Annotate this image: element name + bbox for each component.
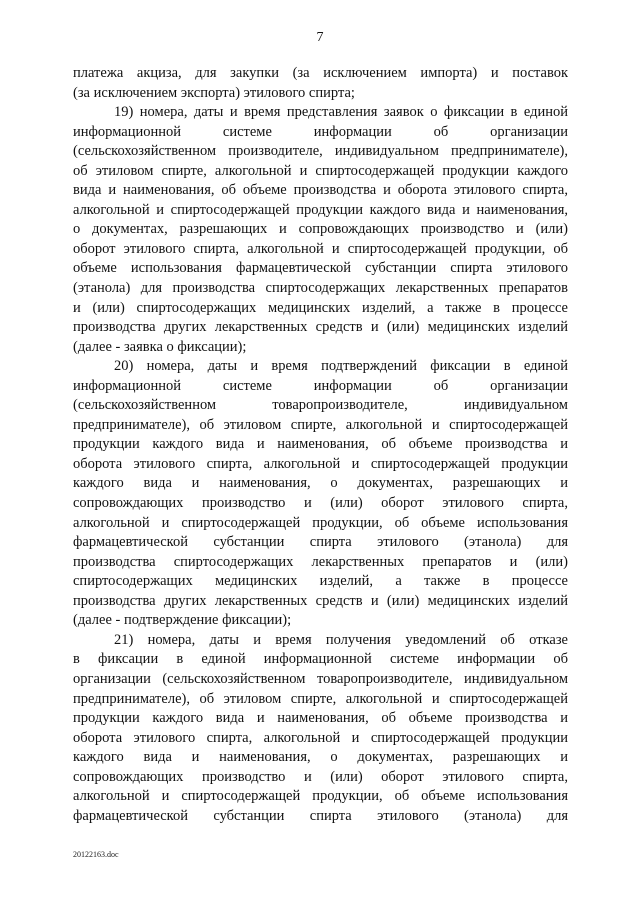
text-line: предпринимателе), об этиловом спирте, алкогольной и спиртосодержащей (73, 690, 568, 707)
text-line: производства спиртосодержащих лекарственных препаратов и (или) (73, 553, 568, 570)
text-line: продукции каждого вида и наименования, об объеме производства и (73, 436, 568, 453)
text-line: производства других лекарственных средств и (или) медицинских изделий (73, 592, 568, 609)
text-line: фармацевтической субстанции спирта этилового (этанола) для (73, 534, 568, 551)
paragraph-item-21 (73, 631, 568, 826)
text-line: информационной системе информации об организации (73, 123, 568, 140)
text-line: каждого вида и наименования, о документах, разрешающих и (73, 475, 568, 492)
text-line: о документах, разрешающих и сопровождающих производство и (или) (73, 221, 568, 238)
text-line: 21) номера, даты и время получения уведомлений об отказе (114, 631, 568, 648)
text-line: (сельскохозяйственном товаропроизводителе, индивидуальном (73, 397, 568, 414)
text-line: сопровождающих производство и (или) оборот этилового спирта, (73, 768, 568, 785)
text-line: алкогольной и спиртосодержащей продукции каждого вида и наименования, (73, 201, 568, 218)
text-line: оборота этилового спирта, алкогольной и спиртосодержащей продукции (73, 455, 568, 472)
text-line: сопровождающих производство и (или) оборот этилового спирта, (73, 495, 568, 512)
text-line: платежа акциза, для закупки (за исключением импорта) и поставок (73, 65, 568, 81)
text-line: объеме использования фармацевтической субстанции спирта этилового (73, 260, 568, 277)
page-number: 7 (316, 30, 324, 45)
text-line: каждого вида и наименования, о документах, разрешающих и (73, 749, 568, 766)
paragraph-item-19 (73, 103, 568, 357)
text-line: и (или) спиртосодержащих медицинских изделий, а также в процессе (73, 299, 568, 316)
text-line: информационной системе информации об организации (73, 377, 568, 394)
text-line: организации (сельскохозяйственном товаропроизводителе, индивидуальном (73, 670, 568, 687)
text-line: (этанола) для производства спиртосодержащих лекарственных препаратов (73, 280, 568, 297)
text-line: оборота этилового спирта, алкогольной и спиртосодержащей продукции (73, 729, 568, 746)
paragraph-item-20 (73, 357, 568, 631)
footer-document-code: 20122163.doc (73, 850, 119, 859)
text-line: предпринимателе), об этиловом спирте, алкогольной и спиртосодержащей (73, 416, 568, 433)
text-line: (далее - подтверждение фиксации); (73, 612, 292, 629)
text-line: (сельскохозяйственном производителе, индивидуальном предпринимателе), (73, 143, 568, 160)
text-line: алкогольной и спиртосодержащей продукции, об объеме использования (73, 514, 568, 531)
text-line: в фиксации в единой информационной системе информации об (73, 651, 568, 668)
text-line: (далее - заявка о фиксации); (73, 338, 247, 355)
text-line: 19) номера, даты и время представления заявок о фиксации в единой (114, 104, 568, 121)
text-line: об этиловом спирте, алкогольной и спиртосодержащей продукции каждого (73, 162, 568, 179)
document-body (73, 64, 568, 826)
paragraph-continuation (73, 64, 568, 103)
text-line: продукции каждого вида и наименования, об объеме производства и (73, 710, 568, 727)
text-line: спиртосодержащих медицинских изделий, а также в процессе (73, 573, 568, 590)
text-line: производства других лекарственных средств и (или) медицинских изделий (73, 319, 568, 336)
text-line: оборот этилового спирта, алкогольной и спиртосодержащей продукции, об (73, 240, 568, 257)
text-line: вида и наименования, об объеме производства и оборота этилового спирта, (73, 182, 568, 199)
text-line: 20) номера, даты и время подтверждений фиксации в единой (114, 358, 568, 375)
text-line: алкогольной и спиртосодержащей продукции, об объеме использования (73, 788, 568, 805)
text-line: (за исключением экспорта) этилового спирта; (73, 84, 355, 101)
text-line: фармацевтической субстанции спирта этилового (этанола) для (73, 807, 568, 824)
